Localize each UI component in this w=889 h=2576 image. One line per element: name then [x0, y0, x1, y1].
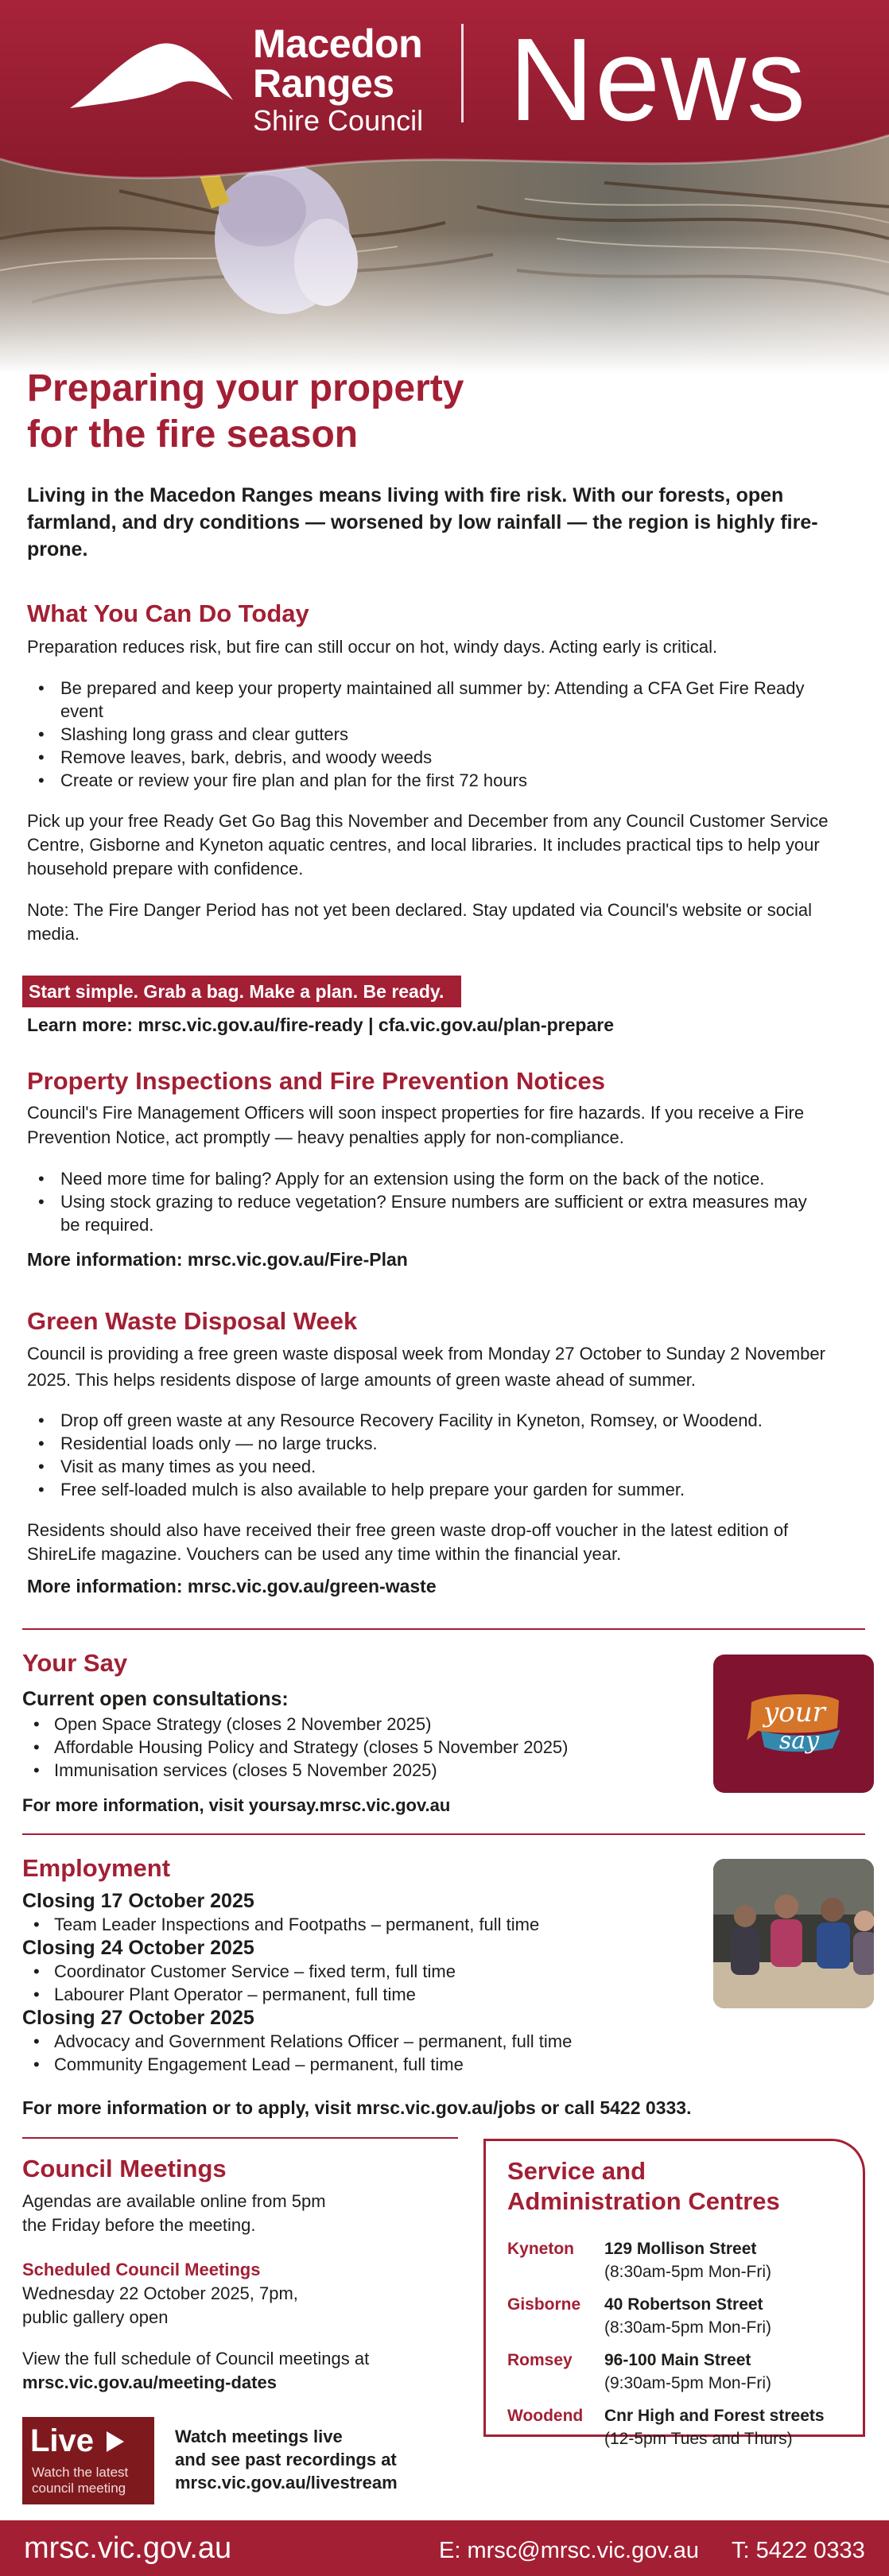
tagline-text: Start simple. Grab a bag. Make a plan. Be ready.	[22, 976, 461, 1007]
list-item: • Drop off green waste at any Resource Recovery Facility in Kyneton, Romsey, or Woodend.	[27, 1409, 862, 1432]
jobs-list	[22, 1913, 706, 1936]
council-logo	[70, 21, 468, 137]
agenda-line1: Agendas are available online from 5pm	[22, 2191, 326, 2211]
article-headline-line2: for the fire season	[27, 413, 359, 456]
centre-hours: (9:30am-5pm Mon-Fri)	[604, 2374, 772, 2392]
agenda-line2: the Friday before the meeting.	[22, 2215, 256, 2235]
inspections-list	[27, 1167, 830, 1236]
section-heading: Employment	[22, 1854, 171, 1882]
scheduled-meetings-heading: Scheduled Council Meetings	[22, 2260, 261, 2279]
centre-town: Gisborne	[507, 2295, 581, 2314]
council-name-line3: Shire Council	[253, 104, 424, 137]
watch-line2: and see past recordings at	[175, 2450, 397, 2469]
more-info-link[interactable]: For more information, visit yoursay.mrsc.vic.gov.au	[22, 1795, 451, 1815]
scheduled-meeting-details	[22, 2282, 468, 2330]
job-item[interactable]: • Team Leader Inspections and Footpaths – permanent, full time	[22, 1913, 706, 1936]
scheduled-line1: Wednesday 22 October 2025, 7pm,	[22, 2283, 298, 2303]
employment-more-info-link[interactable]: For more information or to apply, visit mrsc.vic.gov.au/jobs or call 5422 0333.	[22, 2097, 692, 2118]
section-intro: Council is providing a free green waste disposal week from Monday 27 October to Sunday 2 November 2025. This helps residents dispose of large amounts of green waste ahead of summer.	[27, 1344, 825, 1390]
footer-phone[interactable]: T: 5422 0333	[732, 2538, 865, 2563]
live-sub-line1: Watch the latest	[32, 2465, 129, 2480]
council-name-line1: Macedon	[253, 21, 423, 66]
jobs-list	[22, 1960, 706, 2006]
centre-details	[604, 2349, 771, 2395]
your-say-logo-word2: say	[778, 1727, 820, 1755]
centre-row	[507, 2293, 857, 2339]
article-headline-line1: Preparing your property	[27, 367, 464, 409]
watch-line1: Watch meetings live	[175, 2427, 343, 2446]
section-your-say	[22, 1647, 698, 1818]
centre-address: 129 Mollison Street	[604, 2240, 757, 2258]
centre-hours: (8:30am-5pm Mon-Fri)	[604, 2318, 772, 2337]
centre-row	[507, 2404, 857, 2450]
employment-photo	[713, 1859, 874, 2008]
mountain-logo-icon	[70, 38, 233, 111]
centres-heading-line1: Service and	[507, 2157, 646, 2185]
centre-address: Cnr High and Forest streets	[604, 2407, 825, 2425]
section-intro: Preparation reduces risk, but fire can still occur on hot, windy days. Acting early is critical.	[27, 637, 718, 657]
section-heading: Property Inspections and Fire Prevention Notices	[27, 1067, 605, 1095]
closing-date: Closing 27 October 2025	[22, 2007, 254, 2029]
livestream-button[interactable]	[22, 2417, 154, 2504]
council-name-line2: Ranges	[253, 61, 394, 106]
masthead-divider	[461, 24, 464, 122]
list-item: • Create or review your fire plan and plan for the first 72 hours	[27, 769, 822, 792]
tagline-banner	[22, 976, 461, 1007]
more-info-link[interactable]: More information: mrsc.vic.gov.au/Fire-Plan	[27, 1249, 408, 1270]
centre-details	[604, 2237, 771, 2283]
live-subtitle	[32, 2465, 128, 2496]
section-green-waste	[27, 1305, 862, 1599]
section-property-inspections	[27, 1065, 862, 1272]
centre-address: 96-100 Main Street	[604, 2351, 751, 2369]
council-name	[253, 21, 424, 138]
consultations-list	[22, 1713, 698, 1782]
live-sub-line2: council meeting	[32, 2481, 126, 2496]
more-info-link[interactable]: More information: mrsc.vic.gov.au/green-waste	[27, 1576, 437, 1596]
masthead	[0, 0, 889, 374]
section-employment	[22, 1852, 706, 2076]
centre-town: Romsey	[507, 2351, 573, 2369]
job-item[interactable]: • Coordinator Customer Service – fixed term, full time	[22, 1960, 706, 1983]
service-centres-box-border	[483, 2139, 486, 2436]
job-item[interactable]: • Community Engagement Lead – permanent, full time	[22, 2053, 706, 2076]
agenda-info	[22, 2190, 468, 2237]
list-item: • Free self-loaded mulch is also available to help prepare your garden for summer.	[27, 1478, 862, 1501]
footer	[0, 2520, 889, 2576]
section-what-you-can-do	[27, 598, 862, 946]
closing-date: Closing 24 October 2025	[22, 1937, 254, 1959]
section-divider	[22, 2137, 458, 2139]
list-item[interactable]: • Affordable Housing Policy and Strategy (closes 5 November 2025)	[22, 1736, 698, 1759]
footer-email-link[interactable]: E: mrsc@mrsc.vic.gov.au	[439, 2538, 700, 2563]
voucher-paragraph: Residents should also have received their free green waste drop-off voucher in the latest edition of ShireLife magazine. Vouchers can be used any time within the financial year.	[27, 1520, 789, 1564]
jobs-list	[22, 2030, 706, 2076]
live-label: Live	[30, 2423, 95, 2458]
list-item: • Need more time for baling? Apply for an extension using the form on the back of the notice.	[27, 1167, 830, 1190]
centre-hours: (8:30am-5pm Mon-Fri)	[604, 2263, 772, 2281]
centre-row	[507, 2237, 857, 2283]
footer-website-link[interactable]: mrsc.vic.gov.au	[24, 2531, 232, 2565]
list-item[interactable]: • Open Space Strategy (closes 2 November 2025)	[22, 1713, 698, 1736]
meeting-dates-link[interactable]: mrsc.vic.gov.au/meeting-dates	[22, 2372, 277, 2392]
section-heading: What You Can Do Today	[27, 599, 309, 627]
section-heading	[507, 2156, 857, 2217]
list-item: • Remove leaves, bark, debris, and woody weeds	[27, 746, 822, 769]
bag-paragraph: Pick up your free Ready Get Go Bag this November and December from any Council Customer Service Centre, Gisborne and Kyneton aquatic centres, and local libraries. It includes practical tips to help your household prepare with confidence.	[27, 811, 829, 879]
list-item[interactable]: • Immunisation services (closes 5 November 2025)	[22, 1759, 698, 1782]
your-say-logo	[713, 1655, 874, 1793]
closing-date: Closing 17 October 2025	[22, 1890, 254, 1912]
masthead-title: News	[509, 14, 807, 145]
article-headline	[27, 366, 862, 458]
article-lead: Living in the Macedon Ranges means living with fire risk. With our forests, open farmland, and dry conditions — worsened by low rainfall — the region is highly fire-prone.	[27, 484, 818, 561]
centres-list	[507, 2237, 857, 2450]
centre-row	[507, 2349, 857, 2395]
list-item: • Residential loads only — no large trucks.	[27, 1432, 862, 1455]
section-heading: Green Waste Disposal Week	[27, 1307, 358, 1335]
speech-bubble-icon	[713, 1655, 874, 1793]
consultations-subheading: Current open consultations:	[22, 1688, 289, 1710]
centre-hours: (12-5pm Tues and Thurs)	[604, 2430, 793, 2448]
centres-heading-line2: Administration Centres	[507, 2187, 780, 2215]
tips-list	[27, 677, 822, 792]
centre-details	[604, 2404, 825, 2450]
learn-more-link[interactable]: Learn more: mrsc.vic.gov.au/fire-ready | cfa.vic.gov.au/plan-prepare	[27, 1014, 615, 1035]
scheduled-line2: public gallery open	[22, 2307, 169, 2327]
green-waste-list	[27, 1409, 862, 1501]
section-heading: Council Meetings	[22, 2155, 227, 2182]
centre-address: 40 Robertson Street	[604, 2295, 763, 2314]
list-item: • Be prepared and keep your property maintained all summer by: Attending a CFA Get Fire Ready event	[27, 677, 822, 723]
centre-town: Woodend	[507, 2407, 584, 2425]
section-divider	[22, 1833, 865, 1835]
centre-details	[604, 2293, 771, 2339]
section-council-meetings	[22, 2153, 468, 2395]
section-intro: Council's Fire Management Officers will soon inspect properties for fire hazards. If you receive a Fire Prevention Notice, act promptly — heavy penalties apply for non-compliance.	[27, 1103, 805, 1147]
your-say-logo-word1: your	[763, 1697, 825, 1728]
list-item: • Slashing long grass and clear gutters	[27, 723, 822, 746]
article	[27, 366, 862, 563]
livestream-link[interactable]: mrsc.vic.gov.au/livestream	[175, 2473, 398, 2493]
play-icon	[105, 2430, 126, 2454]
fire-danger-note: Note: The Fire Danger Period has not yet been declared. Stay updated via Council's website or social media.	[27, 900, 813, 944]
section-service-centres	[507, 2156, 857, 2450]
section-heading: Your Say	[22, 1649, 128, 1677]
job-item[interactable]: • Labourer Plant Operator – permanent, full time	[22, 1983, 706, 2006]
section-divider	[22, 1628, 865, 1630]
livestream-info	[175, 2425, 461, 2494]
job-item[interactable]: • Advocacy and Government Relations Officer – permanent, full time	[22, 2030, 706, 2053]
centre-town: Kyneton	[507, 2240, 574, 2258]
list-item: • Visit as many times as you need.	[27, 1455, 862, 1478]
meeting-schedule-info: View the full schedule of Council meetings at	[22, 2349, 370, 2368]
list-item: • Using stock grazing to reduce vegetation? Ensure numbers are sufficient or extra measures may be required.	[27, 1190, 830, 1236]
